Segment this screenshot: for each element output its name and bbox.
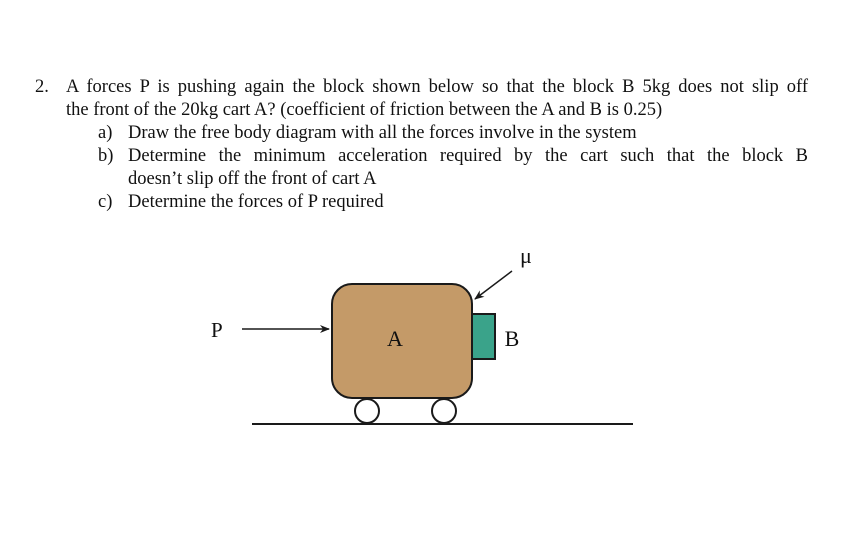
friction-arrow — [475, 271, 512, 299]
question-number: 2. — [35, 77, 49, 97]
block-b — [472, 314, 495, 359]
friction-mu-label: μ — [520, 243, 532, 268]
part-b-text-line-1: Determine the minimum acceleration required by the cart such that the block B — [128, 146, 808, 166]
part-c-text: Determine the forces of P required — [128, 192, 384, 212]
part-b-text-line-2: doesn’t slip off the front of cart A — [128, 169, 377, 189]
part-b-label: b) — [98, 146, 114, 166]
part-a-text: Draw the free body diagram with all the forces involve in the system — [128, 123, 637, 143]
cart-wheel-left — [355, 399, 379, 423]
question-stem-line-2: the front of the 20kg cart A? (coefficient of friction between the A and B is 0.25) — [66, 100, 663, 120]
cart-a-label: A — [387, 326, 403, 351]
force-p-label: P — [211, 318, 223, 342]
question-stem-line-1: A forces P is pushing again the block shown below so that the block B 5kg does not slip off — [66, 77, 808, 97]
part-c-label: c) — [98, 192, 113, 212]
cart-wheel-right — [432, 399, 456, 423]
block-b-label: B — [504, 326, 520, 351]
part-a-label: a) — [98, 123, 113, 143]
